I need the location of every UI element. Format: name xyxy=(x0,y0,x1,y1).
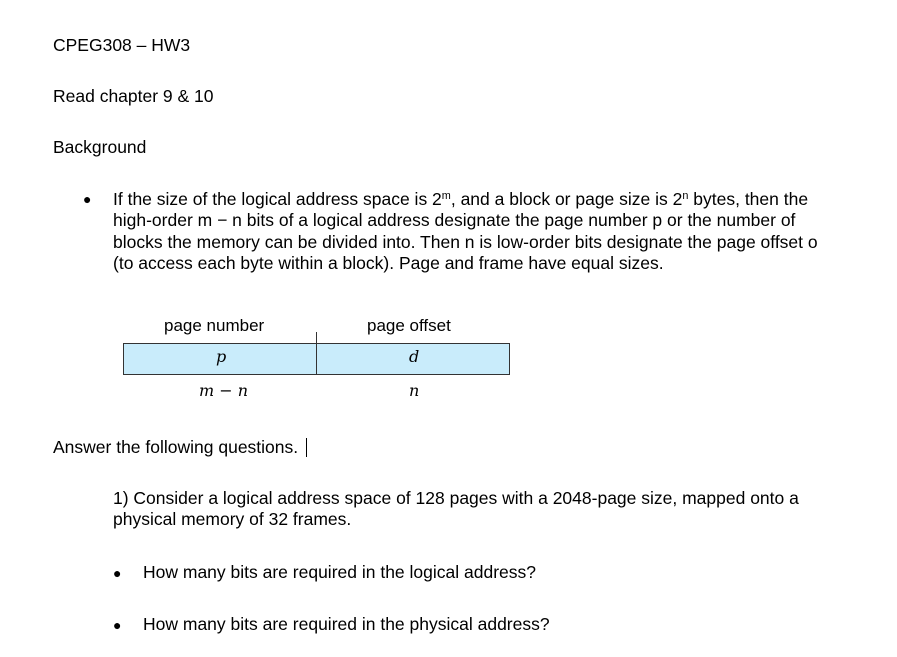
bullet-dot: ● xyxy=(113,565,122,581)
page-number-label: page number xyxy=(164,316,265,335)
answer-heading: Answer the following questions. xyxy=(53,437,307,458)
background-heading: Background xyxy=(53,137,147,157)
reading-assignment: Read chapter 9 & 10 xyxy=(53,86,214,106)
page-number-variable: p xyxy=(216,347,227,366)
page-offset-variable: d xyxy=(409,347,420,366)
logical-address-diagram xyxy=(123,313,513,403)
page-number-bits: m − n xyxy=(199,381,249,400)
exponent-n: n xyxy=(682,190,689,203)
page-offset-label: page offset xyxy=(367,316,451,335)
background-paragraph: If the size of the logical address space is 2$^m$, and a block or page size is 2$^n$ bytes, then the high-order m − n bits of a logical address designate the page number p or the number of blocks the memory can be divided into. Then n is low-order bits designate the page offset o (to access each byte within a block). Page and frame have equal sizes. xyxy=(113,189,818,273)
field-divider xyxy=(316,332,317,374)
page-offset-bits: n xyxy=(409,381,420,400)
question-1-text: 1) Consider a logical address space of 128 pages with a 2048-page size, mapped onto a physical memory of 32 frames. xyxy=(113,488,799,530)
exponent-m: m xyxy=(441,190,451,203)
sub-question-logical-bits: How many bits are required in the logical address? xyxy=(143,562,536,582)
document-title: CPEG308 – HW3 xyxy=(53,35,191,55)
bullet-dot: ● xyxy=(113,617,122,633)
text-cursor xyxy=(306,438,307,457)
bullet-dot: ● xyxy=(83,191,92,207)
sub-question-physical-bits: How many bits are required in the physical address? xyxy=(143,614,550,634)
